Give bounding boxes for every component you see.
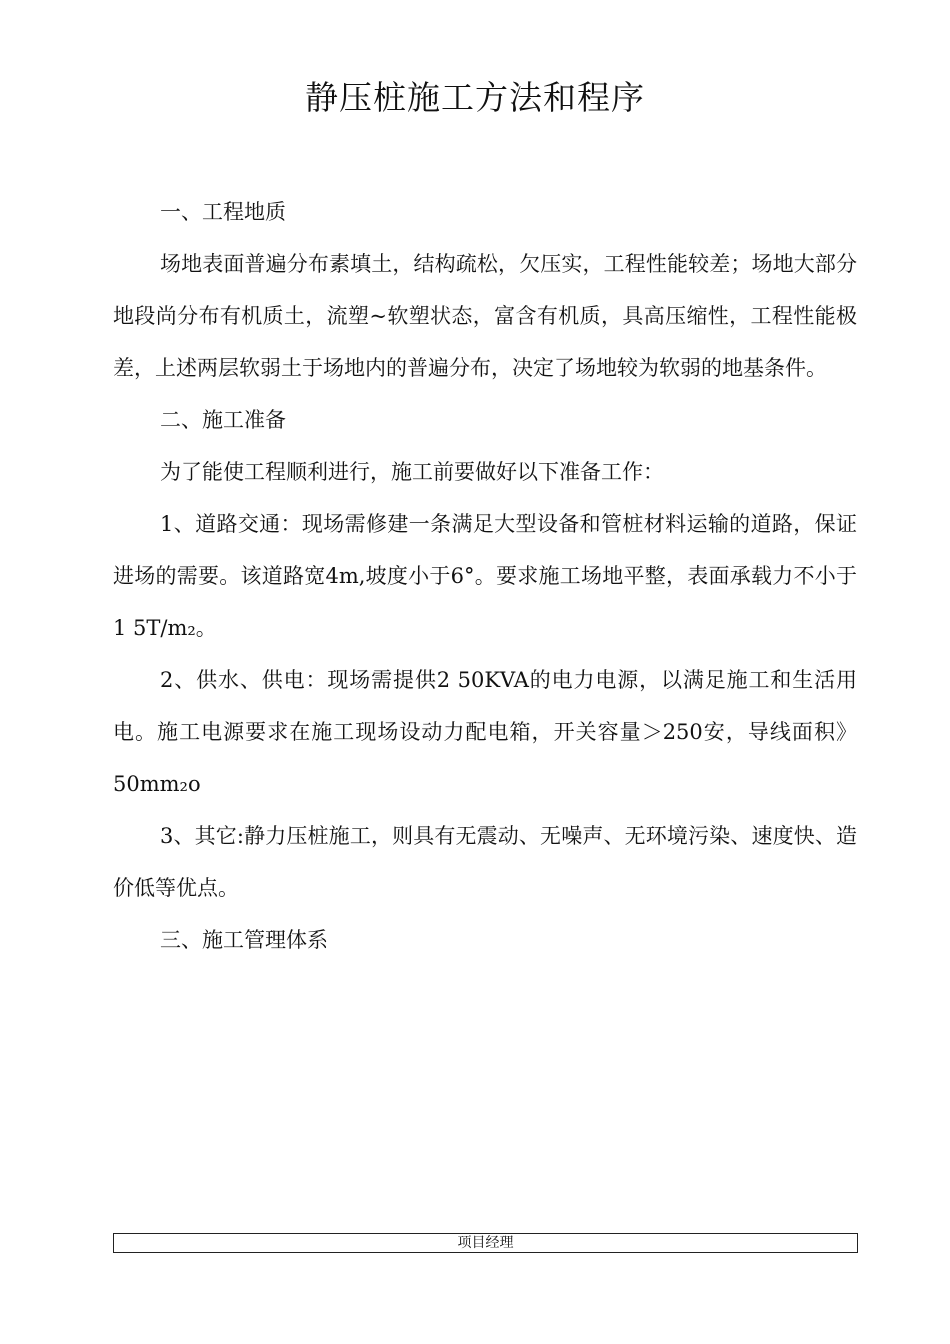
paragraph-preparation-intro: 为了能使工程顺利进行，施工前要做好以下准备工作： [160, 460, 664, 484]
section-heading-management: 三、施工管理体系 [160, 928, 328, 952]
paragraph-other: 3、其它:静力压桩施工，则具有无震动、无噪声、无环境污染、速度快、造价低等优点。 [113, 824, 857, 900]
paragraph-geology: 场地表面普遍分布素填土，结构疏松，欠压实，工程性能较差；场地大部分地段尚分布有机质土，流塑~软塑状态，富含有机质，具高压缩性，工程性能极差，上述两层软弱土于场地内的普遍分布，决定了场地较为软弱的地基条件。 [113, 252, 857, 380]
document-body [113, 186, 857, 966]
footer-signature-box [113, 1233, 858, 1253]
paragraph-water-power: 2、供水、供电：现场需提供2 50KVA的电力电源，以满足施工和生活用电。施工电源要求在施工现场设动力配电箱，开关容量＞250安，导线面积》50mm₂o [113, 668, 857, 796]
footer-label: 项目经理 [457, 1235, 514, 1251]
section-heading-preparation: 二、施工准备 [160, 408, 286, 432]
section-heading-geology: 一、工程地质 [160, 200, 286, 224]
paragraph-road-traffic: 1、道路交通：现场需修建一条满足大型设备和管桩材料运输的道路，保证进场的需要。该道路宽4m,坡度小于6°。要求施工场地平整，表面承载力不小于1 5T/m₂。 [113, 512, 857, 640]
page-title: 静压桩施工方法和程序 [305, 78, 645, 117]
